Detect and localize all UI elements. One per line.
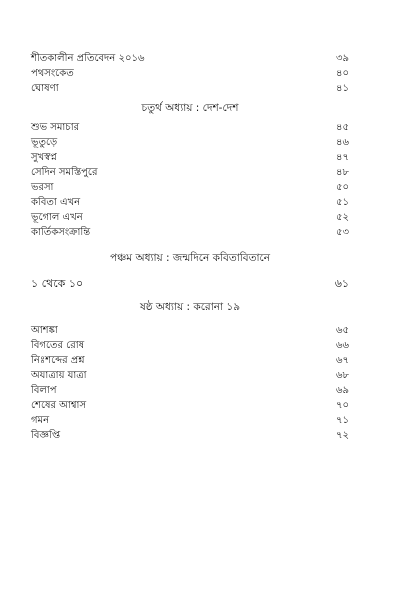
- chapter-heading: চতুর্থ অধ্যায় : দেশ-দেশ: [141, 102, 239, 114]
- toc-entry-page: ৩৯: [336, 53, 349, 64]
- toc-entry: [31, 120, 349, 135]
- toc-entry: [31, 66, 349, 81]
- toc-entry: [31, 398, 349, 413]
- toc-entry-title: বিজ্ঞপ্তি: [31, 430, 61, 441]
- toc-entry-page: ৬৯: [336, 385, 349, 396]
- toc-entry-title: সেদিন সমস্তিপুরে: [31, 167, 98, 178]
- toc-entry-title: ১ থেকে ১০: [31, 277, 84, 290]
- table-of-contents: [31, 51, 349, 443]
- toc-entry-page: ৫৩: [336, 227, 349, 238]
- toc-entry: [31, 383, 349, 398]
- toc-entry-title: সুখস্বপ্ন: [31, 152, 57, 163]
- toc-entry-page: ৪০: [336, 68, 349, 79]
- toc-entry: [31, 135, 349, 150]
- toc-entry-page: ৬৫: [336, 325, 349, 336]
- chapter-heading: ষষ্ঠ অধ্যায় : করোনা ১৯: [139, 301, 241, 313]
- toc-entry-title: ভরসা: [31, 182, 54, 193]
- toc-entry-title: গমন: [31, 415, 50, 426]
- toc-entry-title: কবিতা এখন: [31, 197, 81, 208]
- toc-entry-title: ভূগোল এখন: [31, 212, 83, 223]
- toc-entry-page: ৭১: [336, 415, 349, 426]
- toc-entry-title: আশঙ্কা: [31, 325, 58, 336]
- toc-entry-title: অযাত্রায় যাত্রা: [31, 370, 87, 381]
- toc-entry-page: ৪৮: [336, 167, 349, 178]
- toc-entry-title: বিলাপ: [31, 385, 57, 396]
- toc-entry-page: ৫১: [336, 197, 349, 208]
- toc-entry: [31, 210, 349, 225]
- toc-entry-title: বিগতের রোষ: [31, 340, 85, 351]
- toc-entry-page: ৬৬: [335, 340, 349, 351]
- toc-entry-page: ৪৫: [336, 122, 349, 133]
- toc-entry-page: ৪৭: [336, 152, 349, 163]
- toc-entry: [31, 150, 349, 165]
- toc-entry-title: ঘোষণা: [31, 83, 59, 94]
- toc-entry: [31, 180, 349, 195]
- toc-entry: [31, 225, 349, 240]
- toc-entry-title: কার্তিকসংক্রান্তি: [31, 227, 91, 238]
- chapter-heading: পঞ্চম অধ্যায় : জন্মদিনে কবিতাবিতানে: [110, 252, 270, 264]
- toc-entry: [31, 368, 349, 383]
- toc-entry-page: ৬১: [334, 277, 349, 290]
- toc-entry-page: ৬৭: [335, 355, 349, 366]
- toc-entry-page: ৬৮: [336, 370, 349, 381]
- toc-entry-title: ভূতুড়ে: [31, 137, 58, 148]
- toc-entry-page: ৫০: [336, 182, 349, 193]
- toc-entry: [31, 165, 349, 180]
- toc-entry: [31, 353, 349, 368]
- toc-entry: [31, 51, 349, 66]
- toc-entry-title: শীতকালীন প্রতিবেদন ২০১৬: [31, 53, 145, 64]
- toc-entry-page: ৪১: [336, 83, 349, 94]
- toc-entry: [31, 338, 349, 353]
- toc-entry-page: ৭২: [335, 430, 349, 441]
- toc-entry-title: শুভ সমাচার: [31, 122, 80, 133]
- toc-entry: [31, 81, 349, 96]
- toc-entry: [31, 413, 349, 428]
- toc-entry-page: ৪৬: [336, 137, 349, 148]
- toc-entry: [31, 276, 349, 291]
- toc-entry: [31, 428, 349, 443]
- toc-entry-title: নিঃশব্দের প্রশ্ন: [31, 355, 85, 366]
- toc-entry: [31, 195, 349, 210]
- toc-entry-title: পথসংকেত: [31, 68, 74, 79]
- toc-entry-page: ৭০: [335, 400, 349, 411]
- toc-entry-page: ৫২: [336, 212, 349, 223]
- toc-entry: [31, 323, 349, 338]
- toc-entry-title: শেষের আশ্বাস: [31, 400, 87, 411]
